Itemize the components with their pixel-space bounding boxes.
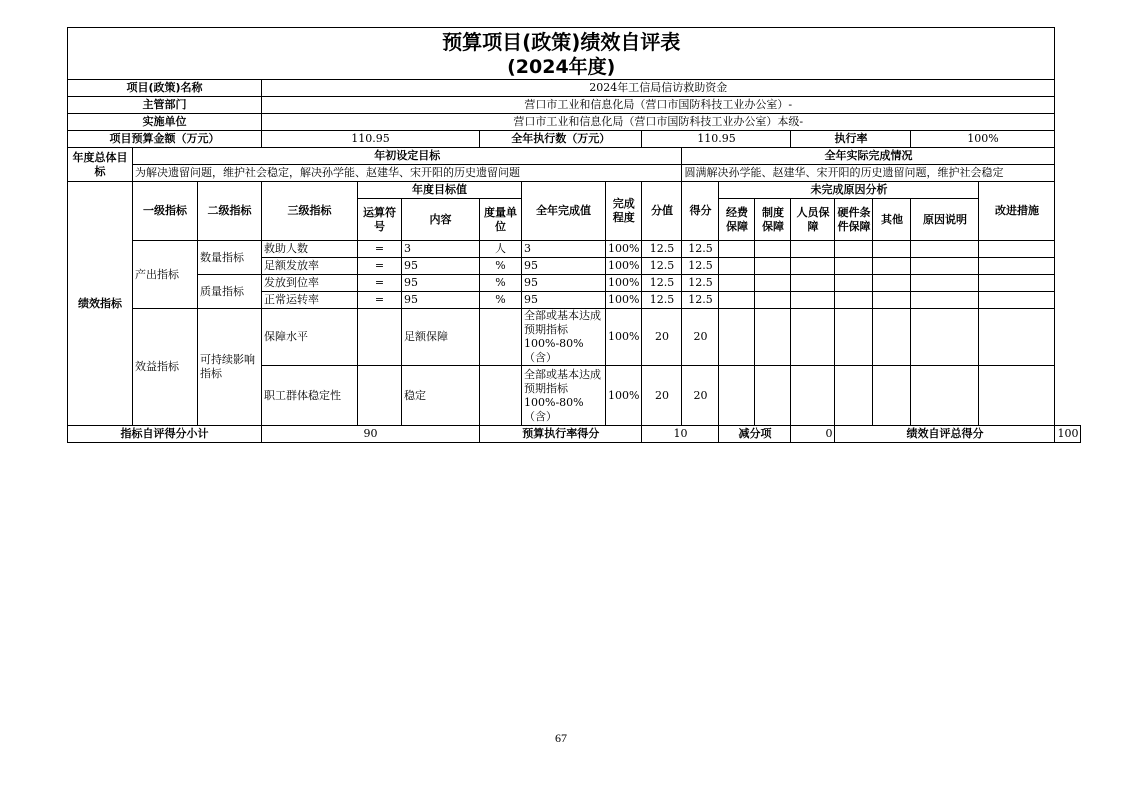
row-full: 3 <box>522 241 606 258</box>
page-number: 67 <box>555 731 567 745</box>
performance-evaluation-table <box>67 27 1081 443</box>
empty-cell <box>835 309 873 366</box>
row-content: 足额保障 <box>402 309 480 366</box>
empty-cell <box>873 275 911 292</box>
row-full: 全部或基本达成预期指标100%-80%（含） <box>522 309 606 366</box>
empty-cell <box>719 275 755 292</box>
empty-cell <box>911 241 979 258</box>
row-degree: 100% <box>606 309 642 366</box>
row-score: 12.5 <box>682 258 719 275</box>
row-score: 12.5 <box>682 275 719 292</box>
row-name: 足额发放率 <box>262 258 358 275</box>
row-score: 20 <box>682 366 719 426</box>
empty-cell <box>979 309 1055 366</box>
empty-cell <box>791 258 835 275</box>
empty-cell <box>835 366 873 426</box>
row-op <box>358 366 402 426</box>
empty-cell <box>979 366 1055 426</box>
dept-value: 营口市工业和信息化局（营口市国防科技工业办公室）- <box>262 97 1055 114</box>
h-op: 运算符号 <box>358 199 402 241</box>
row-value: 12.5 <box>642 292 682 309</box>
row-full: 95 <box>522 292 606 309</box>
h-content: 内容 <box>402 199 480 241</box>
empty-cell <box>911 258 979 275</box>
h-full-year: 全年完成值 <box>522 182 606 241</box>
empty-cell <box>979 258 1055 275</box>
form-title: 预算项目(政策)绩效自评表 <box>442 29 681 54</box>
empty-cell <box>911 366 979 426</box>
h-reason: 未完成原因分析 <box>719 182 979 199</box>
h-score: 得分 <box>682 182 719 241</box>
empty-cell <box>979 275 1055 292</box>
empty-cell <box>791 309 835 366</box>
deduct-value: 0 <box>791 426 835 443</box>
empty-cell <box>755 309 791 366</box>
row-op: = <box>358 292 402 309</box>
row-unit <box>480 309 522 366</box>
empty-cell <box>791 275 835 292</box>
row-content: 稳定 <box>402 366 480 426</box>
row-op: = <box>358 241 402 258</box>
row-unit: % <box>480 258 522 275</box>
row-unit: % <box>480 275 522 292</box>
row-content: 3 <box>402 241 480 258</box>
empty-cell <box>873 292 911 309</box>
exec-value: 110.95 <box>642 131 791 148</box>
empty-cell <box>873 309 911 366</box>
budget-value: 110.95 <box>262 131 480 148</box>
budget-score-value: 10 <box>642 426 719 443</box>
row-name: 保障水平 <box>262 309 358 366</box>
effect-indicator-label: 效益指标 <box>133 309 198 426</box>
row-degree: 100% <box>606 292 642 309</box>
total-value: 100 <box>1055 426 1081 443</box>
empty-cell <box>719 241 755 258</box>
h-r-staff: 人员保障 <box>791 199 835 241</box>
perf-section-label: 绩效指标 <box>68 182 133 426</box>
row-score: 20 <box>682 309 719 366</box>
h-r-system: 制度保障 <box>755 199 791 241</box>
row-value: 20 <box>642 366 682 426</box>
row-full: 95 <box>522 258 606 275</box>
output-indicator-label: 产出指标 <box>133 241 198 309</box>
empty-cell <box>979 241 1055 258</box>
row-value: 20 <box>642 309 682 366</box>
row-degree: 100% <box>606 366 642 426</box>
rate-label: 执行率 <box>791 131 911 148</box>
empty-cell <box>791 292 835 309</box>
annual-goal-label: 年度总体目标 <box>68 148 133 182</box>
row-name: 正常运转率 <box>262 292 358 309</box>
row-content: 95 <box>402 258 480 275</box>
total-label: 绩效自评总得分 <box>835 426 1055 443</box>
initial-goal-header: 年初设定目标 <box>133 148 682 165</box>
quantity-indicator-label: 数量指标 <box>198 241 262 275</box>
quality-indicator-label: 质量指标 <box>198 275 262 309</box>
empty-cell <box>755 366 791 426</box>
actual-goal-text: 圆满解决孙学能、赵建华、宋开阳的历史遗留问题，维护社会稳定 <box>682 165 1055 182</box>
empty-cell <box>755 241 791 258</box>
row-op <box>358 309 402 366</box>
row-name: 救助人数 <box>262 241 358 258</box>
row-name: 职工群体稳定性 <box>262 366 358 426</box>
form-subtitle: (2024年度) <box>507 55 616 78</box>
row-op: = <box>358 275 402 292</box>
h-r-note: 原因说明 <box>911 199 979 241</box>
subtotal-label: 指标自评得分小计 <box>68 426 262 443</box>
row-unit <box>480 366 522 426</box>
h-level3: 三级指标 <box>262 182 358 241</box>
form-title-cell <box>68 28 1055 80</box>
exec-label: 全年执行数（万元） <box>480 131 642 148</box>
empty-cell <box>755 275 791 292</box>
row-value: 12.5 <box>642 258 682 275</box>
empty-cell <box>755 292 791 309</box>
subtotal-value: 90 <box>262 426 480 443</box>
empty-cell <box>719 309 755 366</box>
empty-cell <box>719 258 755 275</box>
h-r-hardware: 硬件条件保障 <box>835 199 873 241</box>
empty-cell <box>719 292 755 309</box>
h-level2: 二级指标 <box>198 182 262 241</box>
initial-goal-text: 为解决遗留问题，维护社会稳定，解决孙学能、赵建华、宋开阳的历史遗留问题 <box>133 165 682 182</box>
empty-cell <box>835 258 873 275</box>
h-annual-target: 年度目标值 <box>358 182 522 199</box>
row-name: 发放到位率 <box>262 275 358 292</box>
project-name-value: 2024年工信局信访救助资金 <box>262 80 1055 97</box>
row-degree: 100% <box>606 241 642 258</box>
h-score-value: 分值 <box>642 182 682 241</box>
h-r-other: 其他 <box>873 199 911 241</box>
row-content: 95 <box>402 292 480 309</box>
empty-cell <box>873 241 911 258</box>
row-degree: 100% <box>606 258 642 275</box>
h-r-funding: 经费保障 <box>719 199 755 241</box>
project-name-label: 项目(政策)名称 <box>68 80 262 97</box>
row-op: = <box>358 258 402 275</box>
empty-cell <box>873 366 911 426</box>
budget-score-label: 预算执行率得分 <box>480 426 642 443</box>
empty-cell <box>835 275 873 292</box>
row-content: 95 <box>402 275 480 292</box>
h-unit: 度量单位 <box>480 199 522 241</box>
empty-cell <box>873 258 911 275</box>
sustain-indicator-label: 可持续影响指标 <box>198 309 262 426</box>
unit-value: 营口市工业和信息化局（营口市国防科技工业办公室）本级- <box>262 114 1055 131</box>
row-score: 12.5 <box>682 241 719 258</box>
empty-cell <box>755 258 791 275</box>
row-full: 全部或基本达成预期指标100%-80%（含） <box>522 366 606 426</box>
row-unit: % <box>480 292 522 309</box>
dept-label: 主管部门 <box>68 97 262 114</box>
row-full: 95 <box>522 275 606 292</box>
empty-cell <box>979 292 1055 309</box>
empty-cell <box>911 292 979 309</box>
h-level1: 一级指标 <box>133 182 198 241</box>
empty-cell <box>791 366 835 426</box>
h-improve: 改进措施 <box>979 182 1055 241</box>
row-value: 12.5 <box>642 241 682 258</box>
empty-cell <box>719 366 755 426</box>
empty-cell <box>911 309 979 366</box>
rate-value: 100% <box>911 131 1055 148</box>
unit-label: 实施单位 <box>68 114 262 131</box>
empty-cell <box>835 241 873 258</box>
budget-label: 项目预算金额（万元） <box>68 131 262 148</box>
empty-cell <box>791 241 835 258</box>
row-degree: 100% <box>606 275 642 292</box>
h-degree: 完成程度 <box>606 182 642 241</box>
row-unit: 人 <box>480 241 522 258</box>
empty-cell <box>911 275 979 292</box>
actual-goal-header: 全年实际完成情况 <box>682 148 1055 165</box>
empty-cell <box>835 292 873 309</box>
row-value: 12.5 <box>642 275 682 292</box>
row-score: 12.5 <box>682 292 719 309</box>
deduct-label: 减分项 <box>719 426 791 443</box>
